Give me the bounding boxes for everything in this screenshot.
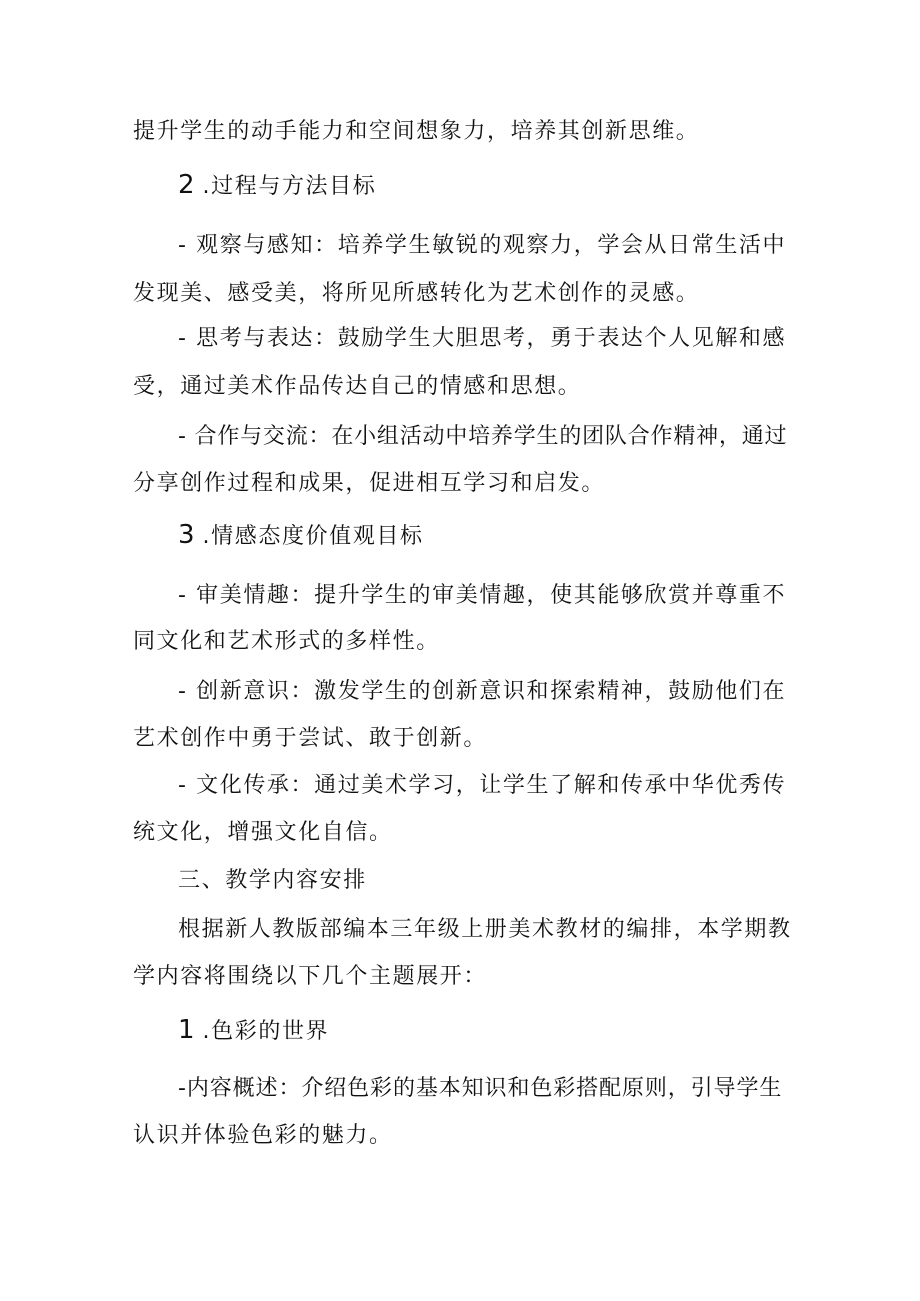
paragraph-line: - 合作与交流：在小组活动中培养学生的团队合作精神，通过 xyxy=(178,424,788,449)
paragraph-line: 提升学生的动手能力和空间想象力，培养其创新思维。 xyxy=(133,119,700,144)
paragraph-line: - 文化传承：通过美术学习，让学生了解和传承中华优秀传 xyxy=(178,773,787,798)
paragraph-line: 学内容将围绕以下几个主题展开： xyxy=(133,964,488,989)
paragraph-line: 分享创作过程和成果，促进相互学习和启发。 xyxy=(133,471,606,496)
section-title: .色彩的世界 xyxy=(202,1019,330,1044)
section-heading-color-world xyxy=(178,1015,329,1047)
paragraph-line: 认识并体验色彩的魅力。 xyxy=(133,1123,393,1148)
section-number: 1 xyxy=(178,1015,195,1045)
paragraph-line: -内容概述：介绍色彩的基本知识和色彩搭配原则，引导学生 xyxy=(178,1076,783,1101)
paragraph-line: 艺术创作中勇于尝试、敢于创新。 xyxy=(133,726,488,751)
paragraph-line: - 思考与表达：鼓励学生大胆思考，勇于表达个人见解和感 xyxy=(178,326,787,351)
paragraph-line: - 审美情趣：提升学生的审美情趣，使其能够欣赏并尊重不 xyxy=(178,583,787,608)
paragraph-line: 同文化和艺术形式的多样性。 xyxy=(133,629,440,654)
section-heading-process-methods xyxy=(178,170,376,202)
paragraph-line: - 创新意识：激发学生的创新意识和探索精神，鼓励他们在 xyxy=(178,679,787,704)
paragraph-line: 根据新人教版部编本三年级上册美术教材的编排，本学期教 xyxy=(178,917,792,942)
section-title: .情感态度价值观目标 xyxy=(202,524,424,549)
paragraph-line: 发现美、感受美，将所见所感转化为艺术创作的灵感。 xyxy=(133,281,700,306)
paragraph-line: 受，通过美术作品传达自己的情感和思想。 xyxy=(133,374,582,399)
paragraph-line: - 观察与感知：培养学生敏锐的观察力，学会从日常生活中 xyxy=(178,233,787,258)
chapter-heading-teaching-content: 三、教学内容安排 xyxy=(178,868,367,893)
section-number: 2 xyxy=(178,170,195,200)
section-number: 3 xyxy=(178,520,195,550)
paragraph-line: 统文化，增强文化自信。 xyxy=(133,820,393,845)
section-heading-emotion-values xyxy=(178,520,424,552)
section-title: .过程与方法目标 xyxy=(202,174,377,199)
